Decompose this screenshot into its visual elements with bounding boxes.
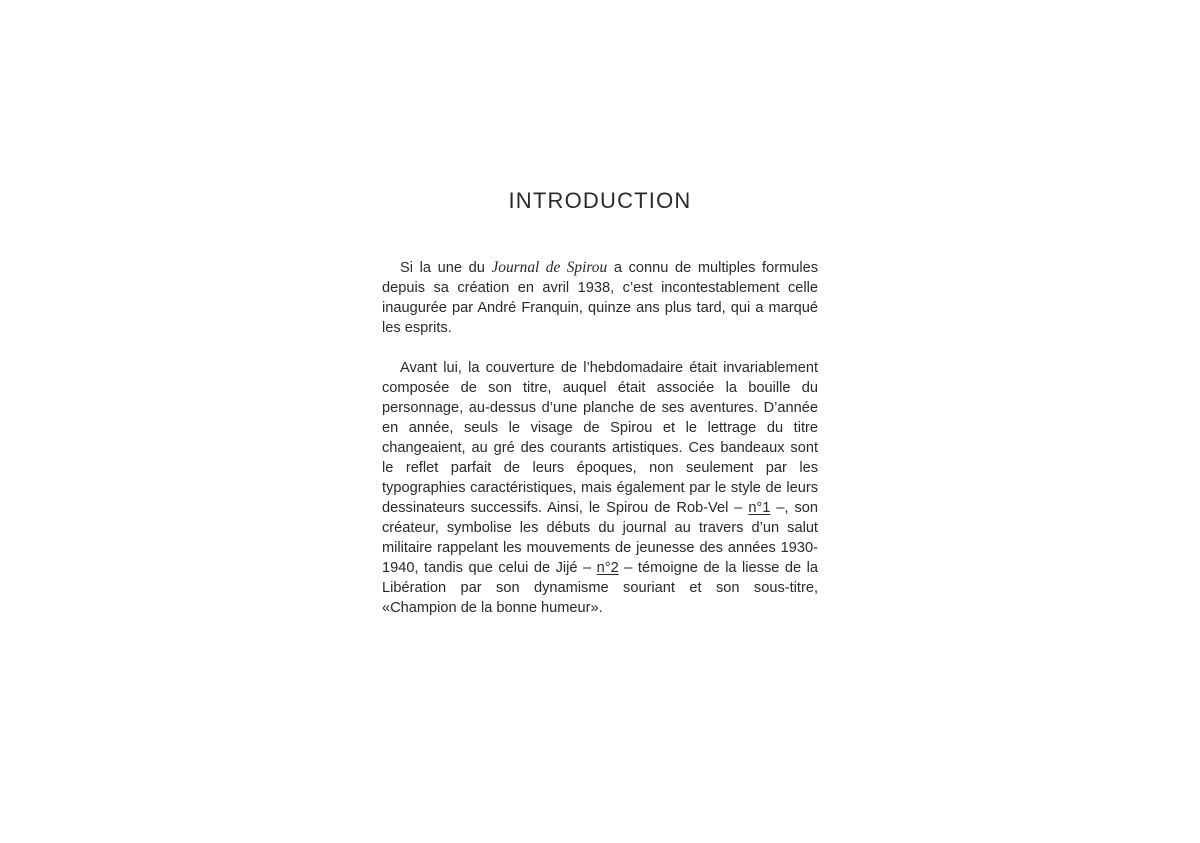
paragraph-2-part-2: –, son créateur, symbolise les débuts du journal au travers d’un salut militaire rappelant les mouvements de jeunesse des années 1930-1940, tandis que celui de Jijé –: [382, 500, 818, 576]
paragraph-2-part-3: – témoigne de la liesse de la Libération par son dynamisme souriant et son sous-titre, «Champion de la bonne humeur».: [382, 560, 818, 616]
paragraph-1-lead: Si la une du: [400, 260, 492, 276]
page-title: INTRODUCTION: [508, 188, 692, 213]
paragraph-2: [382, 358, 818, 618]
body-text: [382, 258, 818, 638]
reference-link-1[interactable]: n°1: [748, 500, 771, 516]
paragraph-1-rest: a connu de multiples formules depuis sa création en avril 1938, c’est incontestablement celle inaugurée par André Franquin, quinze ans plus tard, qui a marqué les esprits.: [382, 260, 818, 336]
journal-title: Journal de Spirou: [491, 259, 608, 276]
reference-link-2[interactable]: n°2: [596, 560, 619, 576]
paragraph-1: [382, 258, 818, 338]
paragraph-2-part-1: Avant lui, la couverture de l’hebdomadaire était invariablement composée de son titre, auquel était associée la bouille du personnage, au-dessus d’une planche de ses aventures. D’année en année, seuls le visage de Spirou et le lettrage du titre changeaient, au gré des courants artistiques. Ces bandeaux sont le reflet parfait de leurs époques, non seulement par les typographies caractéristiques, mais également par le style de leurs dessinateurs successifs. Ainsi, le Spirou de Rob-Vel –: [382, 360, 818, 516]
